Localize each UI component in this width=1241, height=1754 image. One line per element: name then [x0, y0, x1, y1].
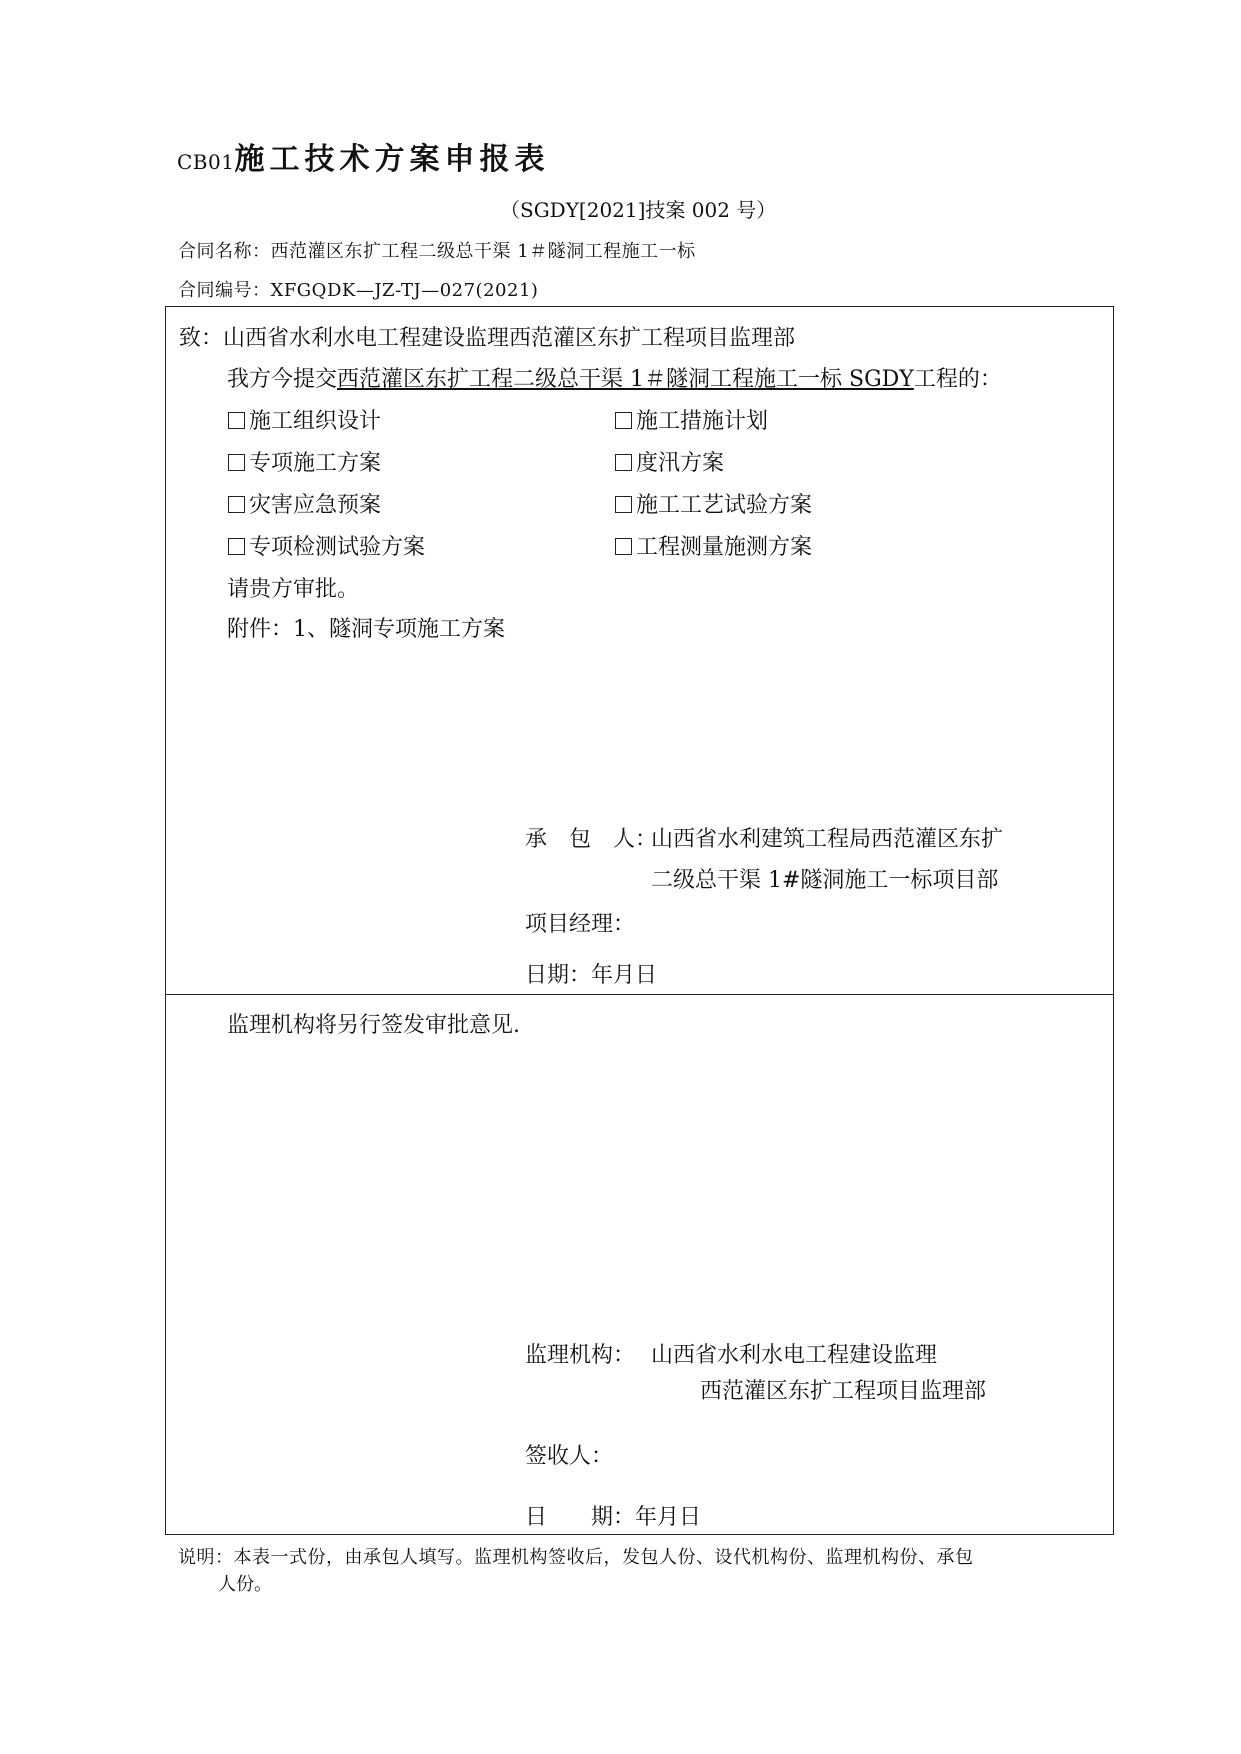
form-code: CB01	[177, 150, 235, 174]
checkbox-icon[interactable]	[615, 412, 632, 429]
intro-line	[227, 362, 1002, 393]
to-line: 致：山西省水利水电工程建设监理西范灌区东扩工程项目监理部	[179, 326, 796, 351]
supervision-date: 日 期：年月日	[525, 1505, 702, 1530]
project-manager-label: 项目经理：	[525, 912, 636, 937]
footer-note-line2: 人份。	[218, 1574, 272, 1595]
contractor-label: 承 包 人：	[525, 827, 658, 852]
checkbox-icon[interactable]	[615, 538, 632, 555]
form-title	[177, 134, 549, 178]
contract-number: 合同编号：XFGQDK—JZ-TJ—027(2021)	[178, 280, 539, 301]
supervision-org-line1: 山西省水利水电工程建设监理	[651, 1343, 938, 1368]
footer-note-line1: 说明：本表一式份，由承包人填写。监理机构签收后，发包人份、设代机构份、监理机构份、承包	[178, 1547, 974, 1568]
contractor-date: 日期：年月日	[525, 963, 658, 988]
option-construction-design[interactable]: 施工组织设计	[228, 404, 381, 435]
option-survey-plan[interactable]: 工程测量施测方案	[615, 530, 812, 561]
checkbox-icon[interactable]	[228, 412, 245, 429]
intro-project: 西范灌区东扩工程二级总干渠 1＃隧洞工程施工一标 SGDY	[337, 367, 914, 392]
checkbox-icon[interactable]	[228, 496, 245, 513]
option-process-test-plan[interactable]: 施工工艺试验方案	[615, 488, 812, 519]
supervision-opinion: 监理机构将另行签发审批意见.	[227, 1013, 520, 1038]
attachment-text: 附件：1、隧洞专项施工方案	[227, 617, 505, 642]
contract-name: 合同名称：西范灌区东扩工程二级总干渠 1＃隧洞工程施工一标	[178, 241, 696, 262]
form-title-text: 施工技术方案申报表	[234, 142, 550, 177]
checkbox-icon[interactable]	[615, 496, 632, 513]
option-flood-plan[interactable]: 度汛方案	[615, 446, 724, 477]
form-table	[165, 306, 1114, 1535]
checkbox-icon[interactable]	[615, 454, 632, 471]
contractor-name-line2: 二级总干渠 1#隧洞施工一标项目部	[651, 868, 999, 893]
request-text: 请贵方审批。	[227, 577, 360, 602]
option-construction-measures[interactable]: 施工措施计划	[615, 404, 768, 435]
option-special-plan[interactable]: 专项施工方案	[228, 446, 381, 477]
receiver-label: 签收人：	[525, 1444, 614, 1469]
supervision-org-label: 监理机构：	[525, 1343, 636, 1368]
section-divider	[166, 994, 1113, 995]
option-emergency-plan[interactable]: 灾害应急预案	[228, 488, 381, 519]
contractor-name-line1: 山西省水利建筑工程局西范灌区东扩	[651, 827, 1004, 852]
checkbox-icon[interactable]	[228, 538, 245, 555]
document-number: （SGDY[2021]技案 002 号）	[500, 198, 777, 222]
intro-prefix: 我方今提交	[227, 367, 338, 392]
option-inspection-test-plan[interactable]: 专项检测试验方案	[228, 530, 425, 561]
supervision-org-line2: 西范灌区东扩工程项目监理部	[700, 1379, 987, 1404]
intro-suffix: 工程的：	[913, 367, 1002, 392]
checkbox-icon[interactable]	[228, 454, 245, 471]
